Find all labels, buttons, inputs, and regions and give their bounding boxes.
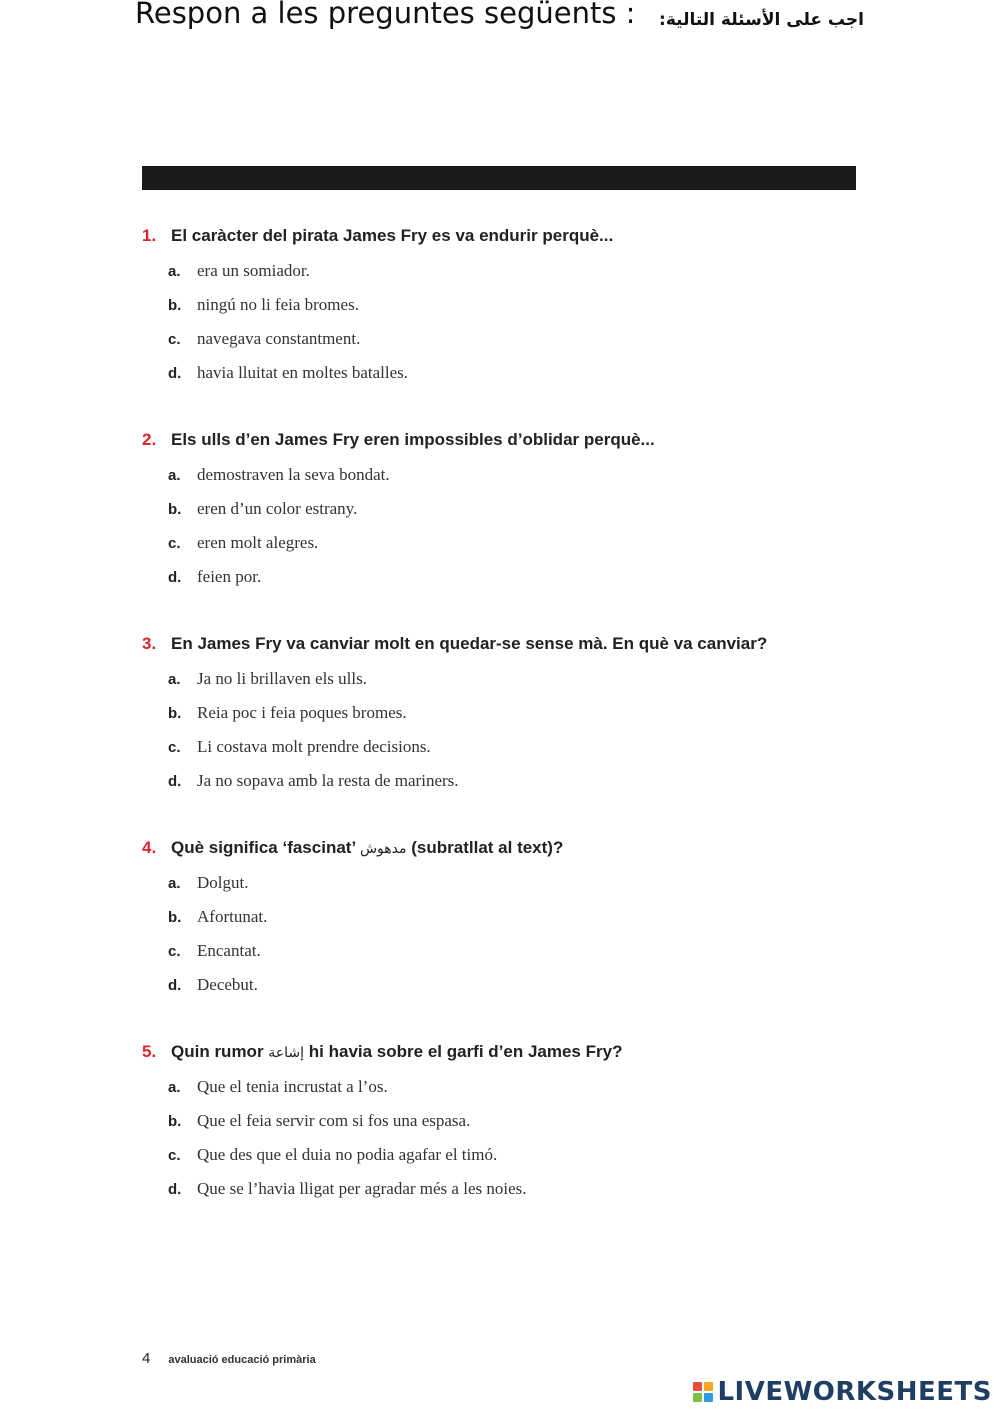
option[interactable] <box>142 975 862 1009</box>
option-text: Reia poc i feia poques bromes. <box>197 703 407 722</box>
option-letter: c. <box>168 535 181 552</box>
page-title-arabic: اجب على الأسئلة التالية: <box>659 10 864 30</box>
header-bar <box>142 166 856 190</box>
option-text: Encantat. <box>197 941 261 960</box>
option-text: Afortunat. <box>197 907 268 926</box>
option-letter: c. <box>168 943 181 960</box>
question-text: En James Fry va canviar molt en quedar-se sense mà. En què va canviar? <box>171 634 768 653</box>
brand-text: LIVEWORKSHEETS <box>717 1377 992 1407</box>
option-text: eren d’un color estrany. <box>197 499 358 518</box>
question-number: 1. <box>142 226 157 245</box>
option[interactable] <box>142 907 862 941</box>
question-text-arabic: إشاعة <box>268 1045 305 1061</box>
option-letter: a. <box>168 467 181 484</box>
option[interactable] <box>142 567 862 601</box>
question-heading <box>142 1040 862 1064</box>
option-letter: b. <box>168 1113 182 1130</box>
question-heading <box>142 428 862 452</box>
option-letter: c. <box>168 1147 181 1164</box>
option[interactable] <box>142 533 862 567</box>
question-number: 3. <box>142 634 157 653</box>
options-list <box>142 465 862 601</box>
question-heading <box>142 224 862 248</box>
option-text: eren molt alegres. <box>197 533 319 552</box>
option[interactable] <box>142 1179 862 1213</box>
option-text: navegava constantment. <box>197 329 361 348</box>
option-text: Ja no li brillaven els ulls. <box>197 669 367 688</box>
question-text: Què significa ‘fascinat’ <box>171 838 356 857</box>
option-text: era un somiador. <box>197 261 310 280</box>
option[interactable] <box>142 941 862 975</box>
question-text-end: hi havia sobre el garfi d’en James Fry? <box>308 1042 623 1061</box>
option-text: Dolgut. <box>197 873 249 892</box>
question-text-end: (subratllat al text)? <box>411 838 564 857</box>
options-list <box>142 1077 862 1213</box>
option-text: Que se l’havia lligat per agradar més a les noies. <box>197 1179 527 1198</box>
option[interactable] <box>142 363 862 397</box>
question-1 <box>142 224 862 397</box>
options-list <box>142 873 862 1009</box>
option-letter: a. <box>168 671 181 688</box>
page-title: Respon a les preguntes següents : <box>135 0 636 30</box>
option-text: havia lluitat en moltes batalles. <box>197 363 409 382</box>
option[interactable] <box>142 465 862 499</box>
option[interactable] <box>142 771 862 805</box>
option-text: Decebut. <box>197 975 258 994</box>
question-5 <box>142 1040 862 1213</box>
question-number: 5. <box>142 1042 157 1061</box>
option-letter: b. <box>168 501 182 518</box>
logo-square <box>693 1382 702 1391</box>
option-letter: d. <box>168 977 182 994</box>
question-number: 4. <box>142 838 157 857</box>
option-text: ningú no li feia bromes. <box>197 295 359 314</box>
option-letter: a. <box>168 875 181 892</box>
option-letter: d. <box>168 365 182 382</box>
option[interactable] <box>142 669 862 703</box>
option[interactable] <box>142 1077 862 1111</box>
logo-square <box>704 1382 713 1391</box>
option[interactable] <box>142 703 862 737</box>
question-text: El caràcter del pirata James Fry es va endurir perquè... <box>171 226 614 245</box>
option[interactable] <box>142 295 862 329</box>
option[interactable] <box>142 329 862 363</box>
option-letter: d. <box>168 569 182 586</box>
option[interactable] <box>142 499 862 533</box>
options-list <box>142 669 862 805</box>
page-footer <box>142 1350 316 1368</box>
option-letter: a. <box>168 263 181 280</box>
liveworksheets-logo-icon <box>693 1382 713 1402</box>
question-text: Els ulls d’en James Fry eren impossibles d’oblidar perquè... <box>171 430 655 449</box>
option[interactable] <box>142 1111 862 1145</box>
logo-square <box>693 1393 702 1402</box>
option-letter: d. <box>168 773 182 790</box>
option-letter: d. <box>168 1181 182 1198</box>
option-text: demostraven la seva bondat. <box>197 465 390 484</box>
question-text-arabic: مدهوش <box>359 841 407 857</box>
footer-text: avaluació educació primària <box>168 1354 316 1366</box>
option-letter: a. <box>168 1079 181 1096</box>
option-text: Que des que el duia no podia agafar el timó. <box>197 1145 498 1164</box>
option[interactable] <box>142 1145 862 1179</box>
logo-square <box>704 1393 713 1402</box>
question-text: Quin rumor <box>171 1042 264 1061</box>
option-letter: b. <box>168 297 182 314</box>
option[interactable] <box>142 737 862 771</box>
option-letter: b. <box>168 909 182 926</box>
options-list <box>142 261 862 397</box>
option-text: Li costava molt prendre decisions. <box>197 737 431 756</box>
option-letter: c. <box>168 739 181 756</box>
option-letter: b. <box>168 705 182 722</box>
question-heading <box>142 632 862 656</box>
question-number: 2. <box>142 430 157 449</box>
question-4 <box>142 836 862 1009</box>
brand-watermark[interactable] <box>693 1377 992 1407</box>
question-3 <box>142 632 862 805</box>
option[interactable] <box>142 873 862 907</box>
option-text: Que el tenia incrustat a l’os. <box>197 1077 388 1096</box>
option-letter: c. <box>168 331 181 348</box>
option-text: Que el feia servir com si fos una espasa. <box>197 1111 471 1130</box>
question-heading <box>142 836 862 860</box>
option-text: Ja no sopava amb la resta de mariners. <box>197 771 459 790</box>
option[interactable] <box>142 261 862 295</box>
page-number: 4 <box>142 1350 151 1367</box>
question-2 <box>142 428 862 601</box>
option-text: feien por. <box>197 567 262 586</box>
